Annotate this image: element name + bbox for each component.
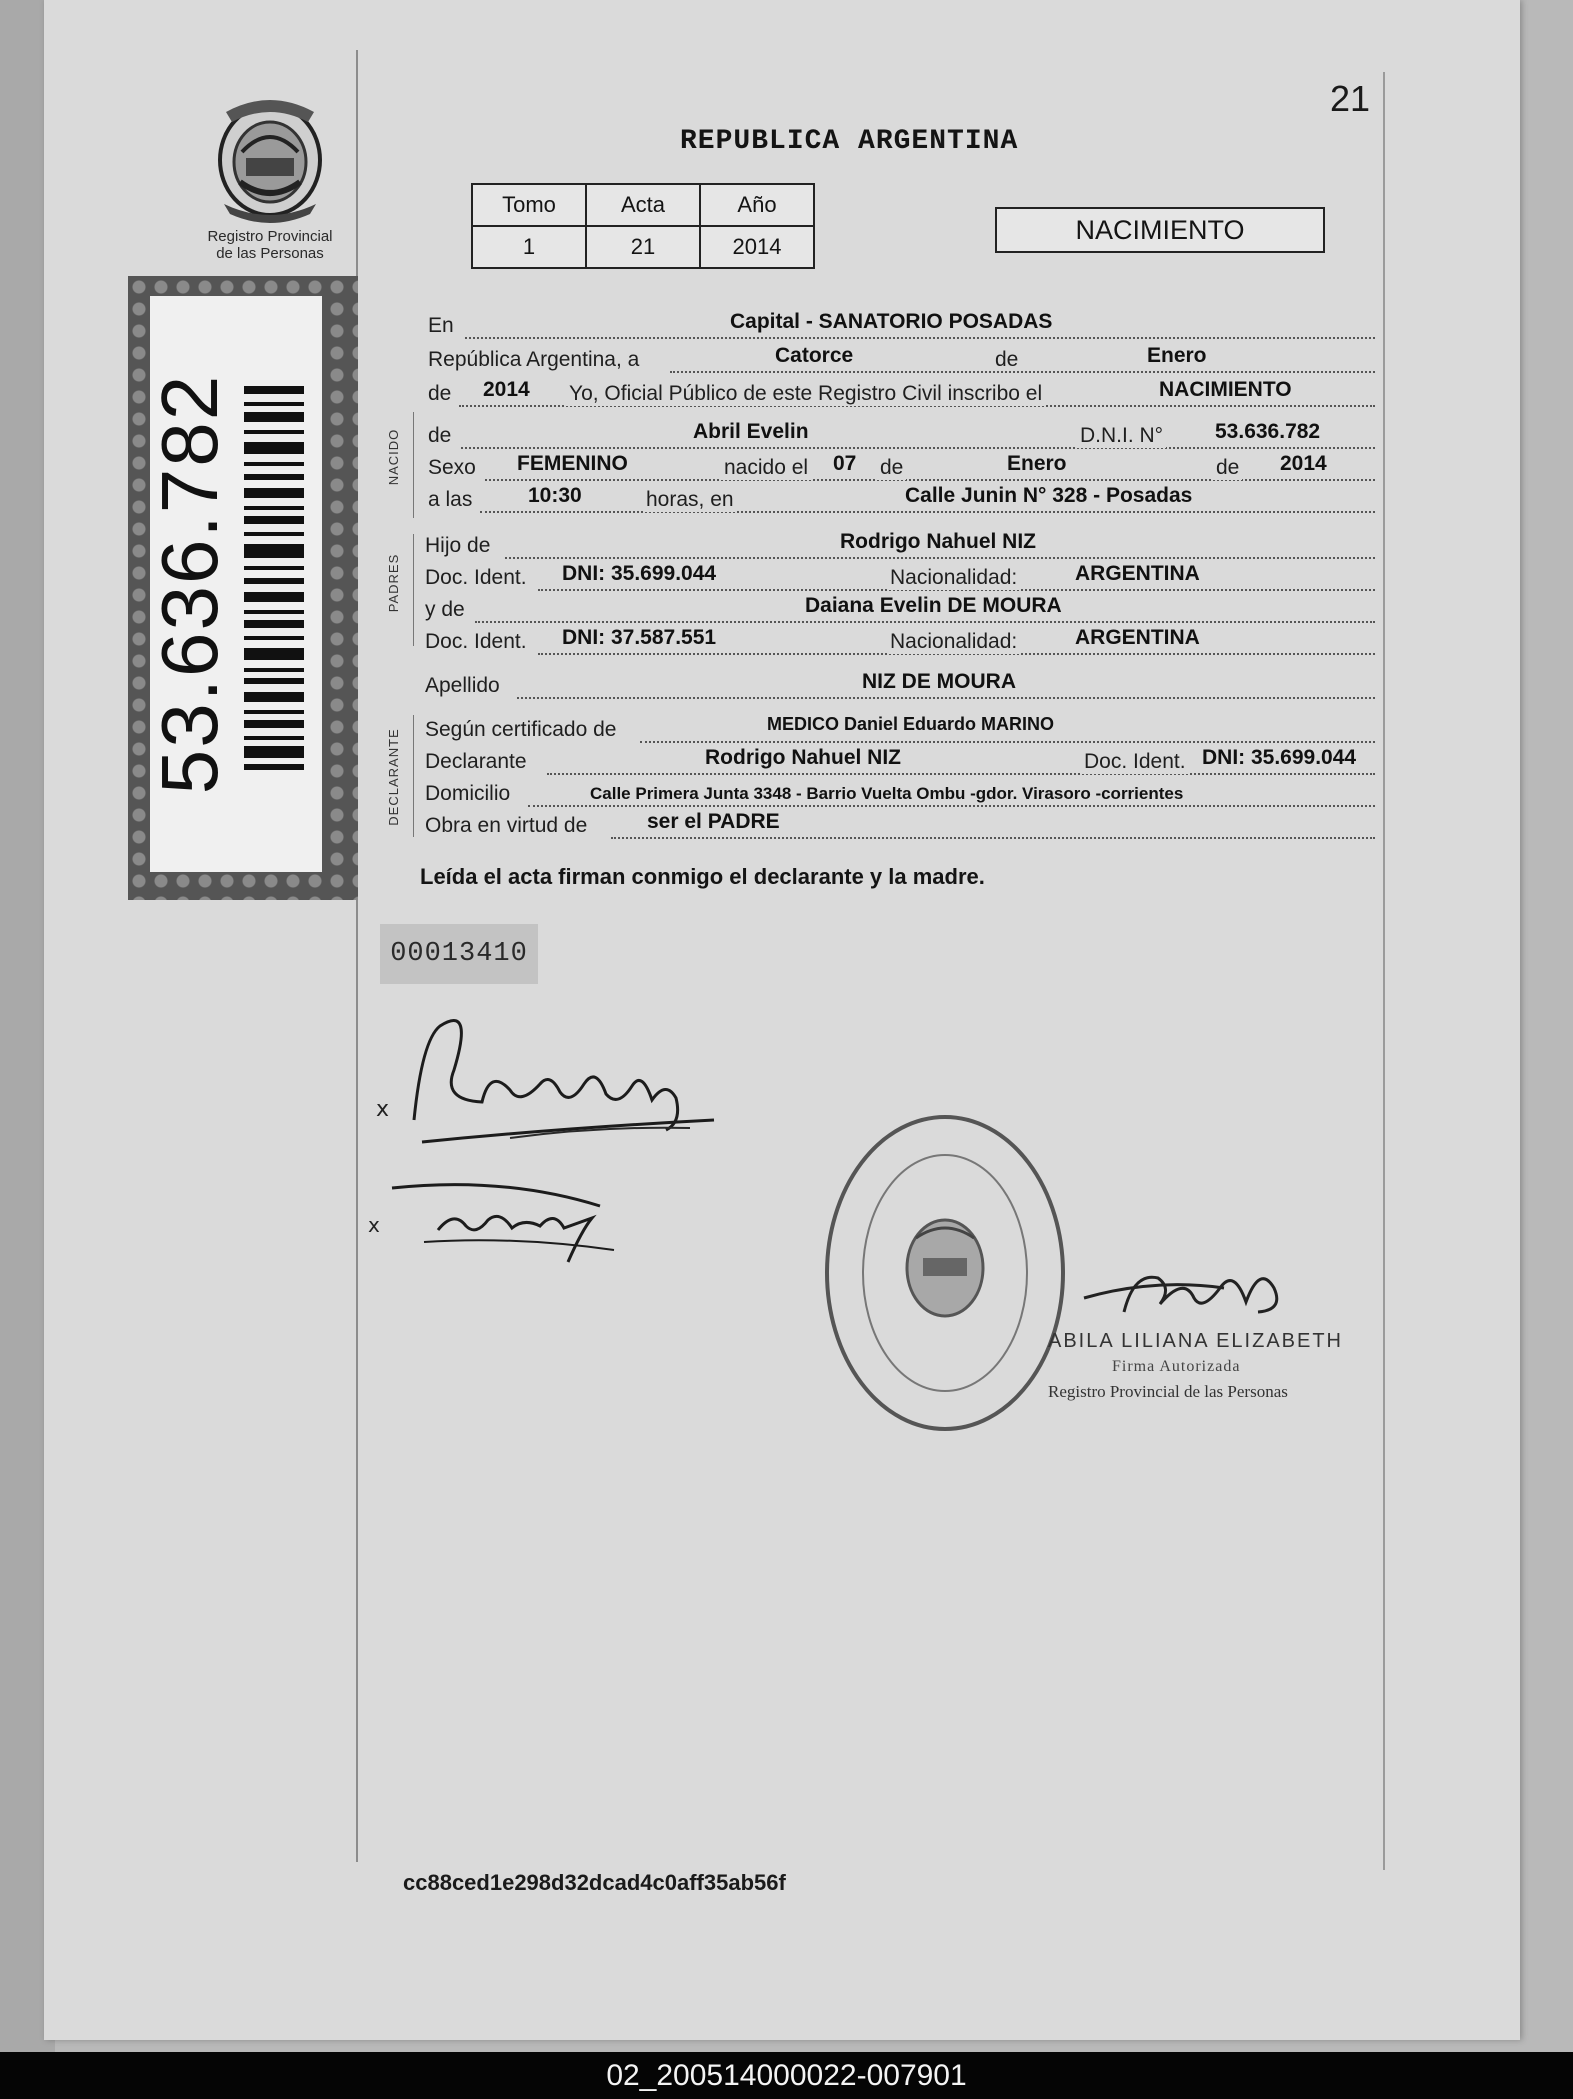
dotted-line — [670, 371, 1375, 373]
closing-statement: Leída el acta firman conmigo el declarante y la madre. — [420, 864, 985, 889]
field-value-nacido-anio: 2014 — [1280, 452, 1327, 475]
authority-signature-icon — [1074, 1258, 1294, 1330]
record-ref-header: Acta — [586, 184, 700, 226]
field-row-inscribo — [425, 378, 1375, 410]
authority-role: Firma Autorizada — [1112, 1358, 1241, 1375]
field-row-date — [425, 344, 1375, 376]
field-value-hora: 10:30 — [528, 484, 582, 507]
control-stamp-number: 00013410 — [380, 924, 538, 984]
field-label: Yo, Oficial Público de este Registro Civil inscribo el — [566, 382, 1045, 406]
field-label: y de — [425, 598, 465, 621]
record-ref-header: Año — [700, 184, 814, 226]
field-value-apellido: NIZ DE MOURA — [862, 670, 1016, 693]
section-label-nacido: NACIDO — [386, 428, 401, 486]
field-row-sexo — [425, 452, 1375, 484]
field-label: Doc. Ident. — [1081, 750, 1189, 774]
section-divider-padres — [413, 534, 414, 646]
field-row-en — [425, 310, 1375, 342]
field-row-apellido — [425, 670, 1375, 702]
section-label-declarante: DECLARANTE — [386, 728, 401, 826]
field-label: horas, en — [643, 488, 737, 512]
field-value-domicilio: Calle Primera Junta 3348 - Barrio Vuelta Ombu -gdor. Virasoro -corrientes — [590, 784, 1184, 803]
declarante-signature-icon — [370, 1010, 730, 1150]
dni-banner-number-text: 53.636.782 — [145, 373, 235, 795]
field-value-lugar: Calle Junin N° 328 - Posadas — [905, 484, 1193, 507]
field-label: En — [428, 314, 454, 337]
dotted-line — [465, 337, 1375, 339]
dotted-line — [547, 773, 1375, 775]
field-label: a las — [428, 488, 473, 511]
field-label: Sexo — [428, 456, 476, 479]
field-label: Apellido — [425, 674, 500, 697]
record-type-box: NACIMIENTO — [995, 207, 1325, 253]
field-label: de — [877, 456, 906, 480]
madre-signature-icon — [364, 1170, 624, 1270]
field-value-nombre: Abril Evelin — [693, 420, 809, 443]
authority-organization: Registro Provincial de las Personas — [1048, 1382, 1288, 1401]
section-divider-nacido — [413, 412, 414, 518]
dotted-line — [480, 511, 1375, 513]
registry-label-line1: Registro Provincial — [207, 228, 333, 245]
record-ref-header: Tomo — [472, 184, 586, 226]
field-row-hora — [425, 484, 1375, 516]
right-margin-rule — [1383, 72, 1385, 1870]
field-value-dia: Catorce — [775, 344, 854, 367]
field-row-declarante — [425, 746, 1375, 778]
field-label: D.N.I. N° — [1077, 424, 1166, 448]
scan-footer-id: 02_200514000022-007901 — [0, 2052, 1573, 2099]
field-label: Doc. Ident. — [425, 566, 527, 589]
dotted-line — [640, 741, 1375, 743]
field-label: nacido el — [721, 456, 811, 480]
field-value-anio: 2014 — [483, 378, 530, 401]
record-reference-table — [471, 183, 815, 269]
field-label: Nacionalidad: — [887, 630, 1020, 654]
field-label: Hijo de — [425, 534, 491, 557]
field-value-declarante: Rodrigo Nahuel NIZ — [705, 746, 901, 769]
record-ref-value: 1 — [472, 226, 586, 268]
field-label: Declarante — [425, 750, 527, 773]
registry-label-line2: de las Personas — [216, 245, 324, 262]
dotted-line — [517, 697, 1375, 699]
page-number: 21 — [1330, 78, 1371, 119]
svg-text:x: x — [376, 1097, 390, 1122]
field-row-nombre — [425, 420, 1375, 452]
dni-banner-number — [145, 296, 235, 872]
field-value-nacido-mes: Enero — [1007, 452, 1067, 475]
field-label: Obra en virtud de — [425, 814, 588, 837]
field-row-padre — [425, 530, 1375, 562]
field-value-padre-doc: DNI: 35.699.044 — [562, 562, 717, 585]
field-value-declarante-doc: DNI: 35.699.044 — [1202, 746, 1357, 769]
authority-name: ABILA LILIANA ELIZABETH — [1048, 1330, 1344, 1352]
registry-label — [180, 228, 360, 262]
dotted-line — [611, 837, 1375, 839]
field-value-madre-nac: ARGENTINA — [1075, 626, 1200, 649]
document-hash: cc88ced1e298d32dcad4c0aff35ab56f — [403, 1870, 786, 1895]
field-label: de — [995, 348, 1019, 371]
field-label: de — [428, 424, 452, 447]
field-row-certificado — [425, 714, 1375, 746]
dotted-line — [461, 447, 1375, 449]
field-value-dni: 53.636.782 — [1215, 420, 1321, 443]
barcode-icon — [244, 386, 304, 770]
field-value-sexo: FEMENINO — [517, 452, 628, 475]
field-label: de — [1213, 456, 1242, 480]
record-ref-value: 21 — [586, 226, 700, 268]
field-row-obra — [425, 810, 1375, 842]
dotted-line — [528, 805, 1375, 807]
field-value-certificado: MEDICO Daniel Eduardo MARINO — [767, 714, 1055, 734]
field-row-madre — [425, 594, 1375, 626]
field-value-madre-doc: DNI: 37.587.551 — [562, 626, 717, 649]
section-label-padres: PADRES — [386, 553, 401, 613]
dotted-line — [505, 557, 1375, 559]
field-value-obra: ser el PADRE — [647, 810, 780, 833]
field-row-madre-doc — [425, 626, 1375, 658]
field-label: Doc. Ident. — [425, 630, 527, 653]
field-value-padre: Rodrigo Nahuel NIZ — [840, 530, 1036, 553]
document-title: REPUBLICA ARGENTINA — [680, 126, 1019, 157]
field-value-madre: Daiana Evelin DE MOURA — [805, 594, 1062, 617]
official-seal-icon — [820, 1108, 1070, 1438]
section-divider-declarante — [413, 715, 414, 837]
svg-text:x: x — [368, 1213, 380, 1237]
field-value-padre-nac: ARGENTINA — [1075, 562, 1200, 585]
field-row-padre-doc — [425, 562, 1375, 594]
field-label: de — [428, 382, 452, 405]
field-row-domicilio — [425, 778, 1375, 810]
field-value-en: Capital - SANATORIO POSADAS — [730, 310, 1053, 333]
field-label: Según certificado de — [425, 718, 617, 741]
field-label: Nacionalidad: — [887, 566, 1020, 590]
dotted-line — [475, 621, 1375, 623]
provincial-emblem-icon — [212, 92, 328, 224]
field-value-nacido-dia: 07 — [833, 452, 857, 475]
field-label: República Argentina, a — [428, 348, 640, 371]
field-label: Domicilio — [425, 782, 511, 805]
record-ref-value: 2014 — [700, 226, 814, 268]
field-value-inscribo: NACIMIENTO — [1159, 378, 1292, 401]
field-value-mes: Enero — [1147, 344, 1207, 367]
